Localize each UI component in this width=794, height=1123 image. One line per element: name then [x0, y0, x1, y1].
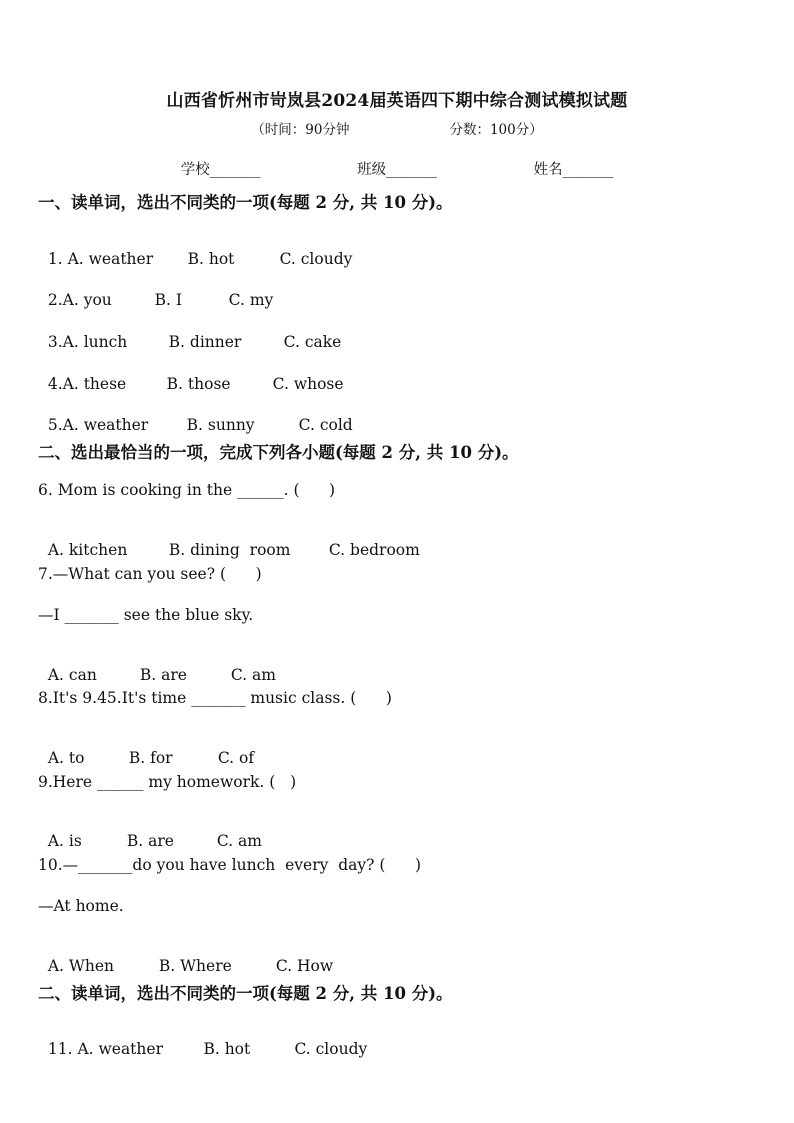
option-a: A. these	[62, 375, 127, 393]
option-b: B. I	[154, 291, 183, 309]
question-number: 2.	[47, 291, 63, 309]
option-c: C. whose	[272, 375, 344, 393]
option-c: C. am	[216, 832, 262, 850]
question-8-options	[38, 731, 254, 767]
option-a: A. weather	[67, 250, 154, 268]
option-b: B. hot	[187, 250, 235, 268]
question-number: 4.	[47, 375, 63, 393]
school-field: 学校_______	[180, 162, 261, 178]
question-number: 5.	[47, 416, 63, 434]
option-b: B. dining room	[168, 541, 291, 559]
option-a: A. can	[47, 666, 97, 684]
question-number: 3.	[47, 333, 63, 351]
question-6-stem: 6. Mom is cooking in the ______. ( )	[38, 481, 336, 499]
option-b: B. are	[126, 832, 174, 850]
question-7-stem-2: —I _______ see the blue sky.	[38, 606, 254, 624]
question-5	[38, 398, 353, 434]
option-b: B. those	[166, 375, 231, 393]
option-a: A. lunch	[62, 333, 128, 351]
question-11	[38, 1022, 367, 1058]
question-7-options	[38, 648, 276, 684]
section-2-heading: 二、选出最恰当的一项，完成下列各小题(每题 2 分, 共 10 分)。	[38, 443, 519, 462]
exam-time: （时间：90分钟	[251, 122, 350, 138]
option-c: C. bedroom	[328, 541, 420, 559]
name-field: 姓名_______	[533, 162, 614, 178]
option-b: B. for	[128, 749, 173, 767]
option-c: C. of	[217, 749, 255, 767]
section-3-heading: 二、读单词，选出不同类的一项(每题 2 分, 共 10 分)。	[38, 984, 453, 1003]
exam-score: 分数：100分）	[449, 122, 543, 138]
question-10-options	[38, 939, 333, 975]
option-c: C. cloudy	[279, 250, 353, 268]
option-c: C. my	[228, 291, 274, 309]
option-a: A. to	[47, 749, 85, 767]
student-info	[0, 158, 794, 179]
question-4	[38, 357, 344, 393]
question-3	[38, 315, 341, 351]
question-10-stem-2: —At home.	[38, 897, 124, 915]
option-a: A. weather	[62, 416, 149, 434]
option-a: A. is	[47, 832, 82, 850]
option-b: B. dinner	[168, 333, 242, 351]
option-a: A. you	[62, 291, 112, 309]
question-8-stem: 8.It's 9.45.It's time _______ music class. ( )	[38, 689, 392, 707]
question-9-options	[38, 814, 262, 850]
option-a: A. kitchen	[47, 541, 128, 559]
option-a: A. When	[47, 957, 114, 975]
option-b: B. Where	[158, 957, 232, 975]
section-1-heading: 一、读单词，选出不同类的一项(每题 2 分, 共 10 分)。	[38, 193, 453, 212]
question-number: 11.	[47, 1040, 73, 1058]
question-9-stem: 9.Here ______ my homework. ( )	[38, 773, 297, 791]
class-field: 班级_______	[357, 162, 437, 178]
question-10-stem: 10.—_______do you have lunch every day? ( )	[38, 856, 422, 874]
exam-meta	[0, 118, 794, 138]
page-title: 山西省忻州市岢岚县2024届英语四下期中综合测试模拟试题	[166, 91, 628, 111]
option-b: B. are	[139, 666, 187, 684]
option-a: A. weather	[77, 1040, 163, 1058]
option-b: B. sunny	[186, 416, 255, 434]
question-1	[38, 232, 352, 268]
question-6-options	[38, 523, 420, 559]
option-c: C. cloudy	[294, 1040, 368, 1058]
option-c: C. cold	[298, 416, 353, 434]
option-b: B. hot	[203, 1040, 251, 1058]
question-number: 1.	[47, 250, 63, 268]
option-c: C. How	[275, 957, 334, 975]
question-7-stem: 7.—What can you see? ( )	[38, 565, 262, 583]
question-2	[38, 273, 273, 309]
option-c: C. cake	[283, 333, 342, 351]
option-c: C. am	[230, 666, 276, 684]
